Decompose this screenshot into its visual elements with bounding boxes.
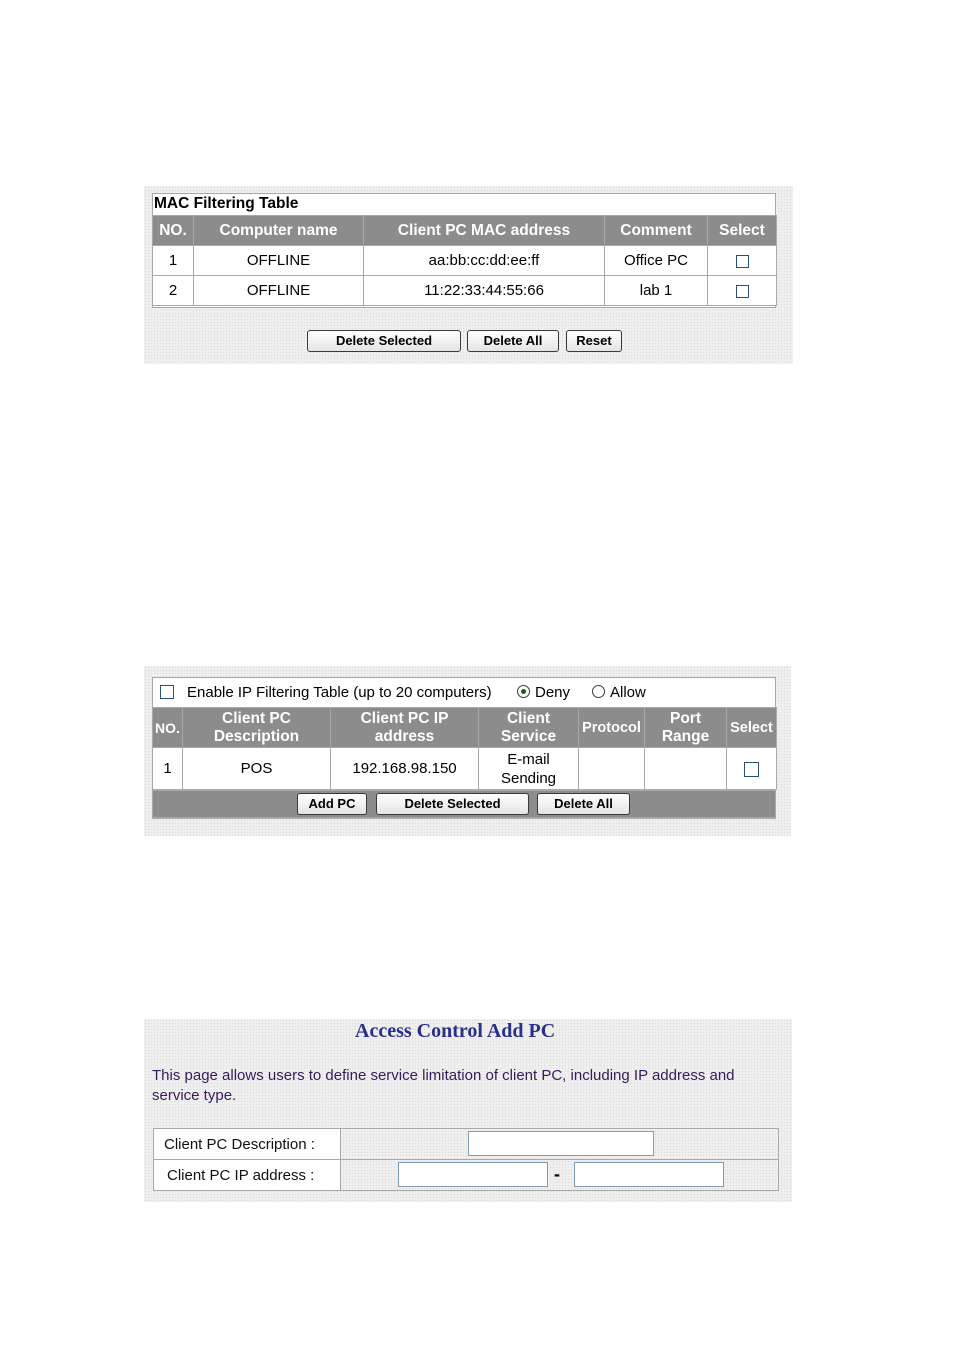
mac-table-title: MAC Filtering Table [154,195,299,212]
ip-header-description [183,708,331,748]
port-range [645,748,727,790]
protocol [579,748,645,790]
header-line: Range [661,727,710,745]
header-line: Port [670,709,701,727]
deny-label: Deny [535,684,571,701]
enable-ip-filtering-label: Enable IP Filtering Table (up to 20 computers) [187,684,492,701]
table-row [153,276,777,306]
row-number: 2 [153,276,194,306]
mac-header-select: Select [708,216,777,246]
ip-header-service [479,708,579,748]
mac-header-no: NO. [153,216,194,246]
ip-range-separator: - [554,1164,560,1184]
header-line: Description [213,727,300,745]
select-cell [708,246,777,276]
select-checkbox[interactable] [736,285,749,298]
mac-filtering-panel [144,186,793,364]
client-description-input[interactable] [468,1131,654,1156]
page-description-line-1: This page allows users to define service limitation of client PC, including IP address and [152,1067,735,1084]
table-row [153,246,777,276]
ip-header-address [331,708,479,748]
page-description-line-2: service type. [152,1087,237,1104]
add-pc-panel [144,1019,792,1202]
select-cell [708,276,777,306]
allow-label: Allow [610,684,646,701]
delete-all-button[interactable]: Delete All [467,330,559,352]
ip-header-protocol: Protocol [579,708,645,748]
reset-button[interactable]: Reset [566,330,622,352]
delete-all-button[interactable]: Delete All [537,793,630,815]
comment: Office PC [605,246,708,276]
allow-radio[interactable] [592,685,605,698]
header-line: Client [506,709,551,727]
mac-table [152,215,777,306]
mac-address: 11:22:33:44:55:66 [364,276,605,306]
ip-header-no: NO. [153,708,183,748]
deny-radio[interactable] [517,685,530,698]
comment: lab 1 [605,276,708,306]
select-checkbox[interactable] [736,255,749,268]
mac-header-comment: Comment [605,216,708,246]
client-service [479,748,579,790]
header-line: address [374,727,435,745]
client-ip-end-input[interactable] [574,1162,724,1187]
select-cell [727,748,777,790]
header-line: Client PC IP [360,709,449,727]
client-description-label: Client PC Description : [154,1129,341,1160]
client-description: POS [183,748,331,790]
header-line: Service [500,727,557,745]
add-pc-button[interactable]: Add PC [297,793,367,815]
service-line: E-mail [507,750,550,768]
ip-header-select: Select [727,708,777,748]
header-line: Client PC [222,709,291,727]
ip-header-port-range [645,708,727,748]
mac-header-mac: Client PC MAC address [364,216,605,246]
delete-selected-button[interactable]: Delete Selected [307,330,461,352]
page-title: Access Control Add PC [355,1020,556,1042]
select-checkbox[interactable] [744,762,759,777]
enable-ip-filtering-checkbox[interactable] [160,685,174,699]
mac-address: aa:bb:cc:dd:ee:ff [364,246,605,276]
mac-header-name: Computer name [194,216,364,246]
computer-name: OFFLINE [194,276,364,306]
computer-name: OFFLINE [194,246,364,276]
table-row [153,748,777,790]
client-ip-label: Client PC IP address : [154,1160,341,1191]
row-number: 1 [153,748,183,790]
service-line: Sending [500,769,557,787]
ip-filtering-panel [144,666,791,836]
row-number: 1 [153,246,194,276]
client-ip-start-input[interactable] [398,1162,548,1187]
ip-table [152,707,777,790]
client-ip: 192.168.98.150 [331,748,479,790]
delete-selected-button[interactable]: Delete Selected [376,793,529,815]
